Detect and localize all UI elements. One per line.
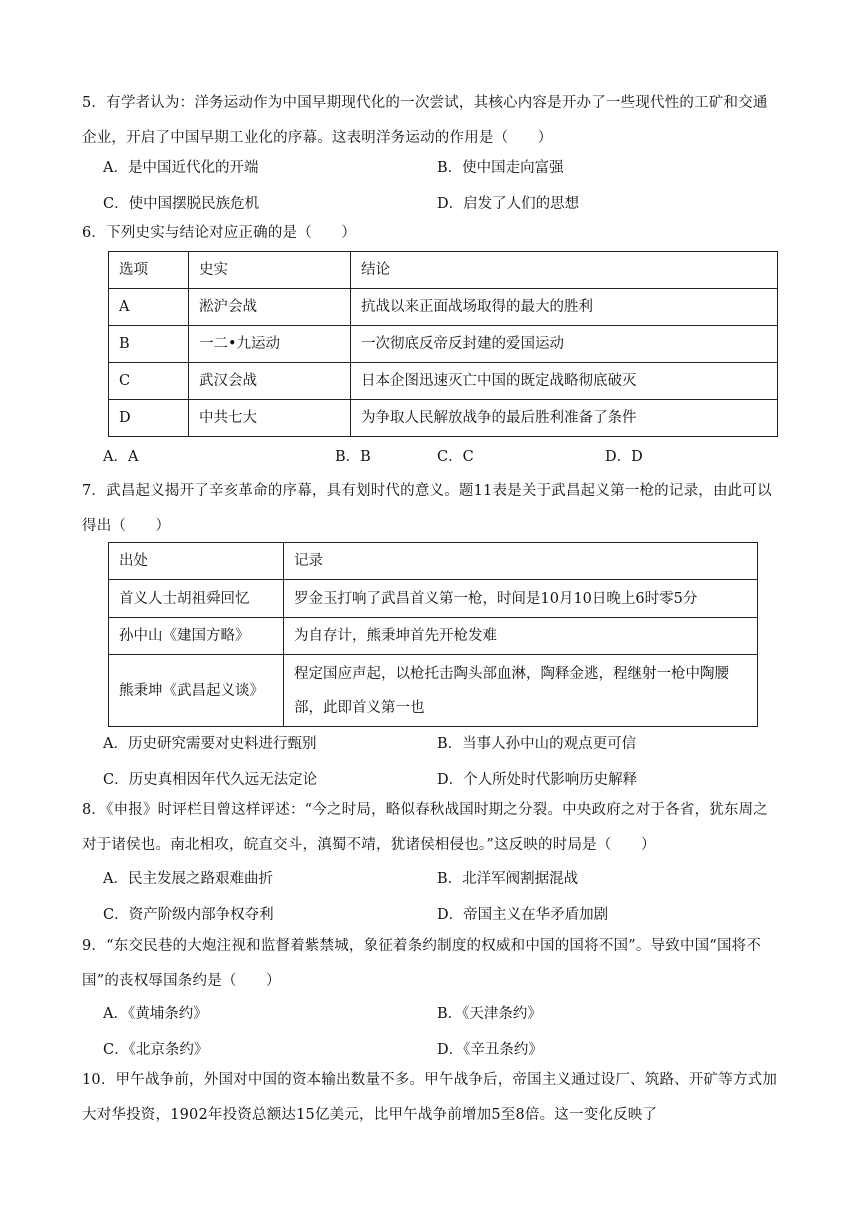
table-cell: 抗战以来正面战场取得的最大的胜利 — [351, 289, 778, 326]
table-header-cell: 出处 — [109, 543, 284, 580]
question-9-stem: 9．“东交民巷的大炮注视和监督着紫禁城，象征着条约制度的权威和中国的国将不国”。导致中国“国将不国”的丧权辱国条约是（ ） — [82, 938, 762, 989]
question-7-table — [108, 542, 758, 727]
option-a[interactable]: A．历史研究需要对史料进行甄别 — [103, 736, 317, 752]
table-header-row — [109, 252, 778, 289]
option-d[interactable]: D．《辛丑条约》 — [437, 1042, 543, 1058]
option-c[interactable]: C．资产阶级内部争权夺利 — [103, 907, 274, 923]
table-row — [109, 618, 758, 655]
table-cell: B — [109, 326, 189, 363]
option-b[interactable]: B．《天津条约》 — [437, 1006, 542, 1022]
table-cell: 首义人士胡祖舜回忆 — [109, 580, 284, 618]
table-row — [109, 655, 758, 727]
table-header-row — [109, 543, 758, 580]
table-row — [109, 580, 758, 618]
table-header-cell: 选项 — [109, 252, 189, 289]
table-cell: 为争取人民解放战争的最后胜利准备了条件 — [351, 400, 778, 437]
question-6-stem: 6．下列史实与结论对应正确的是（ ） — [82, 225, 357, 241]
table-cell: A — [109, 289, 189, 326]
option-a[interactable]: A．是中国近代化的开端 — [103, 160, 259, 176]
question-6-table — [108, 251, 778, 437]
table-cell: 日本企图迅速灭亡中国的既定战略彻底破灭 — [351, 363, 778, 400]
question-6-options — [103, 439, 783, 475]
table-header-cell: 结论 — [351, 252, 778, 289]
option-a[interactable]: A．《黄埔条约》 — [103, 1006, 208, 1022]
question-8-options — [103, 861, 783, 933]
option-b[interactable]: B．当事人孙中山的观点更可信 — [437, 736, 637, 752]
table-cell: 程定国应声起，以枪托击陶头部血淋，陶释金逃，程继射一枪中陶腰部，此即首义第一也 — [284, 655, 758, 727]
table-header-cell: 记录 — [284, 543, 758, 580]
option-d[interactable]: D．D — [605, 449, 643, 465]
option-b[interactable]: B．北洋军阀割据混战 — [437, 871, 579, 887]
option-d[interactable]: D．帝国主义在华矛盾加剧 — [437, 907, 609, 923]
option-c[interactable]: C．C — [437, 449, 474, 465]
table-cell: C — [109, 363, 189, 400]
option-c[interactable]: C．使中国摆脱民族危机 — [103, 196, 260, 212]
table-cell: 熊秉坤《武昌起义谈》 — [109, 655, 284, 727]
table-cell: 孙中山《建国方略》 — [109, 618, 284, 655]
table-cell: 罗金玉打响了武昌首义第一枪，时间是10月10日晚上6时零5分 — [284, 580, 758, 618]
question-10-stem: 10．甲午战争前，外国对中国的资本输出数量不多。甲午战争后，帝国主义通过设厂、筑路、开矿等方式加大对华投资，1902年投资总额达15亿美元，比甲午战争前增加5至8倍。这一变化反映了 — [82, 1072, 778, 1123]
option-c[interactable]: C．历史真相因年代久远无法定论 — [103, 772, 318, 788]
option-d[interactable]: D．个人所处时代影响历史解释 — [437, 772, 638, 788]
table-cell: 中共七大 — [189, 400, 351, 437]
table-cell: 淞沪会战 — [189, 289, 351, 326]
question-7-options — [103, 726, 783, 798]
question-9-options — [103, 996, 783, 1068]
question-7-stem: 7．武昌起义揭开了辛亥革命的序幕，具有划时代的意义。题11表是关于武昌起义第一枪的记录，由此可以得出（ ） — [82, 483, 772, 534]
option-a[interactable]: A．民主发展之路艰难曲折 — [103, 871, 273, 887]
table-row — [109, 363, 778, 400]
table-cell: 一二•九运动 — [189, 326, 351, 363]
table-row — [109, 326, 778, 363]
option-b[interactable]: B．使中国走向富强 — [437, 160, 564, 176]
table-cell: 武汉会战 — [189, 363, 351, 400]
table-cell: 一次彻底反帝反封建的爱国运动 — [351, 326, 778, 363]
question-8-stem: 8．《申报》时评栏目曾这样评述：“今之时局，略似春秋战国时期之分裂。中央政府之对于各省，犹东周之对于诸侯也。南北相攻，皖直交斗，滇蜀不靖，犹诸侯相侵也。”这反映的时局是（ ） — [82, 802, 768, 853]
table-header-cell: 史实 — [189, 252, 351, 289]
option-d[interactable]: D．启发了人们的思想 — [437, 196, 580, 212]
table-row — [109, 400, 778, 437]
option-b[interactable]: B．B — [335, 449, 371, 465]
question-5-stem: 5．有学者认为：洋务运动作为中国早期现代化的一次尝试，其核心内容是开办了一些现代性的工矿和交通企业，开启了中国早期工业化的序幕。这表明洋务运动的作用是（ ） — [82, 95, 768, 146]
table-row — [109, 289, 778, 326]
question-5-options — [103, 150, 783, 222]
table-cell: D — [109, 400, 189, 437]
option-c[interactable]: C．《北京条约》 — [103, 1042, 209, 1058]
option-a[interactable]: A．A — [103, 449, 139, 465]
table-cell: 为自存计，熊秉坤首先开枪发难 — [284, 618, 758, 655]
